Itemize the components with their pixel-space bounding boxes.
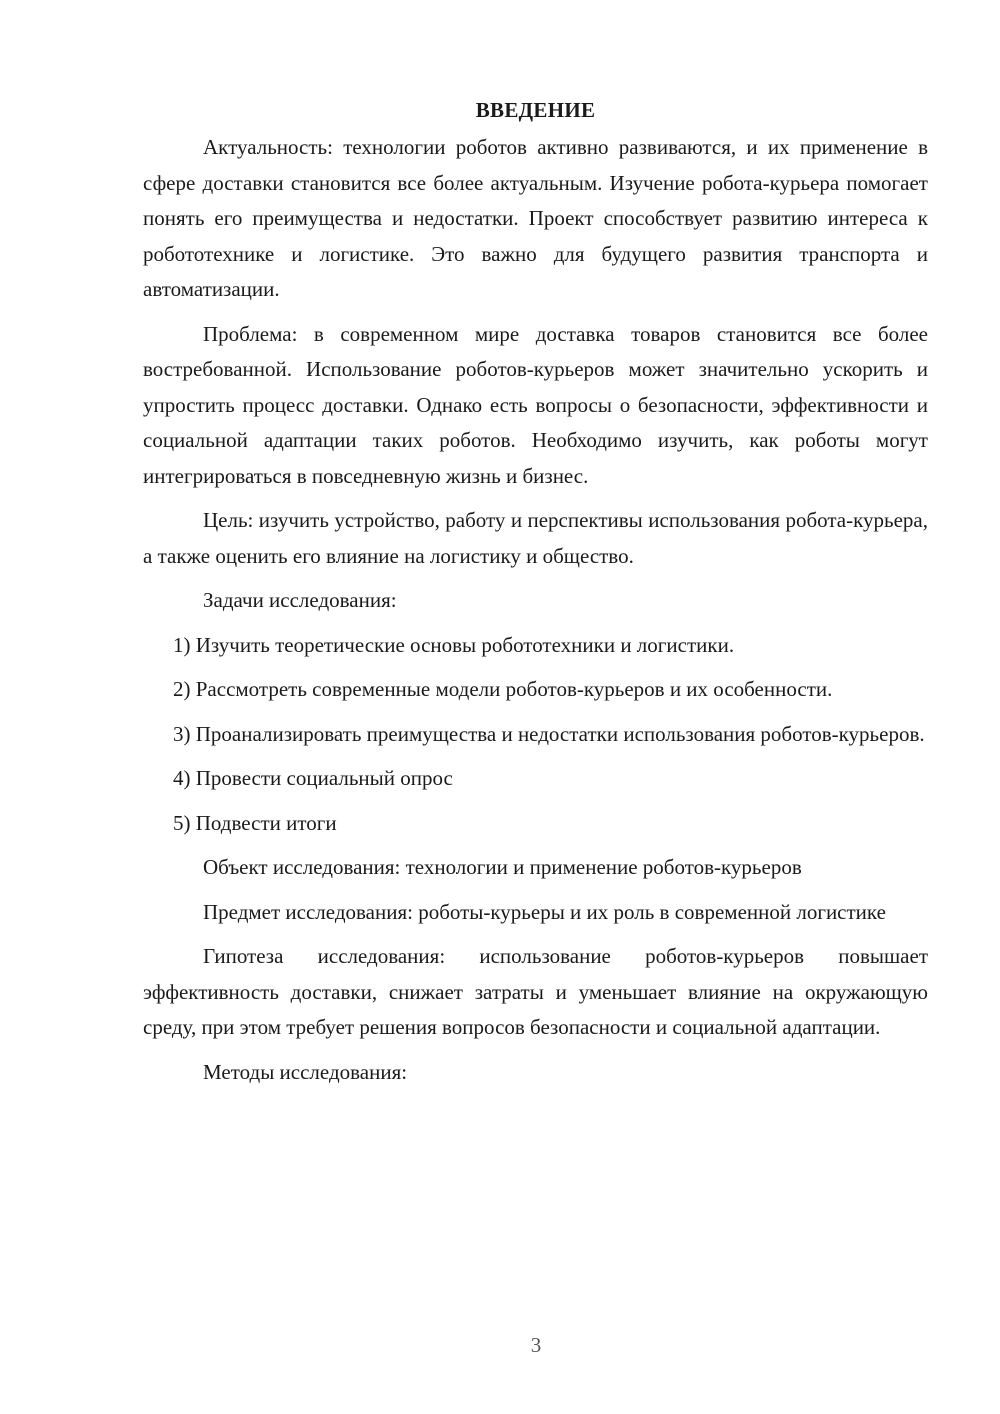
paragraph-object: Объект исследования: технологии и применение роботов-курьеров bbox=[203, 855, 802, 879]
page-number: 3 bbox=[530, 1333, 542, 1357]
section-heading: ВВЕДЕНИЕ bbox=[475, 98, 596, 122]
paragraph-problem: Проблема: в современном мире доставка товаров становится все более востребованной. Использование роботов-курьеров может значительно ускорить и упростить процесс доставки. Однако есть вопросы о безопасности, эффективности и социальной адаптации таких роботов. Необходимо изучить, как роботы могут интегрироваться в повседневную жизнь и бизнес. bbox=[143, 321, 928, 488]
paragraph-tasks-title: Задачи исследования: bbox=[203, 588, 397, 612]
document-page bbox=[143, 92, 928, 1099]
paragraph-methods-title: Методы исследования: bbox=[203, 1059, 408, 1084]
task-item-5: 5) Подвести итоги bbox=[173, 810, 337, 835]
task-item-3: 3) Проанализировать преимущества и недостатки использования роботов-курьеров. bbox=[173, 721, 925, 746]
paragraph-hypothesis: Гипотеза исследования: использование роботов-курьеров повышает эффективность доставки, снижает затраты и уменьшает влияние на окружающую среду, при этом требует решения вопросов безопасности и социальной адаптации. bbox=[143, 944, 928, 1039]
paragraph-goal: Цель: изучить устройство, работу и перспективы использования робота-курьера, а также оценить его влияние на логистику и общество. bbox=[143, 508, 928, 568]
paragraph-relevance: Актуальность: технологии роботов активно развиваются, и их применение в сфере доставки становится все более актуальным. Изучение робота-курьера помогает понять его преимущества и недостатки. Проект способствует развитию интереса к робототехнике и логистике. Это важно для будущего развития транспорта и автоматизации. bbox=[143, 135, 928, 301]
task-item-2: 2) Рассмотреть современные модели роботов-курьеров и их особенности. bbox=[173, 677, 833, 701]
paragraph-subject: Предмет исследования: роботы-курьеры и их роль в современной логистике bbox=[203, 899, 886, 924]
task-item-4: 4) Провести социальный опрос bbox=[173, 766, 453, 790]
task-item-1: 1) Изучить теоретические основы робототехники и логистики. bbox=[173, 632, 735, 657]
